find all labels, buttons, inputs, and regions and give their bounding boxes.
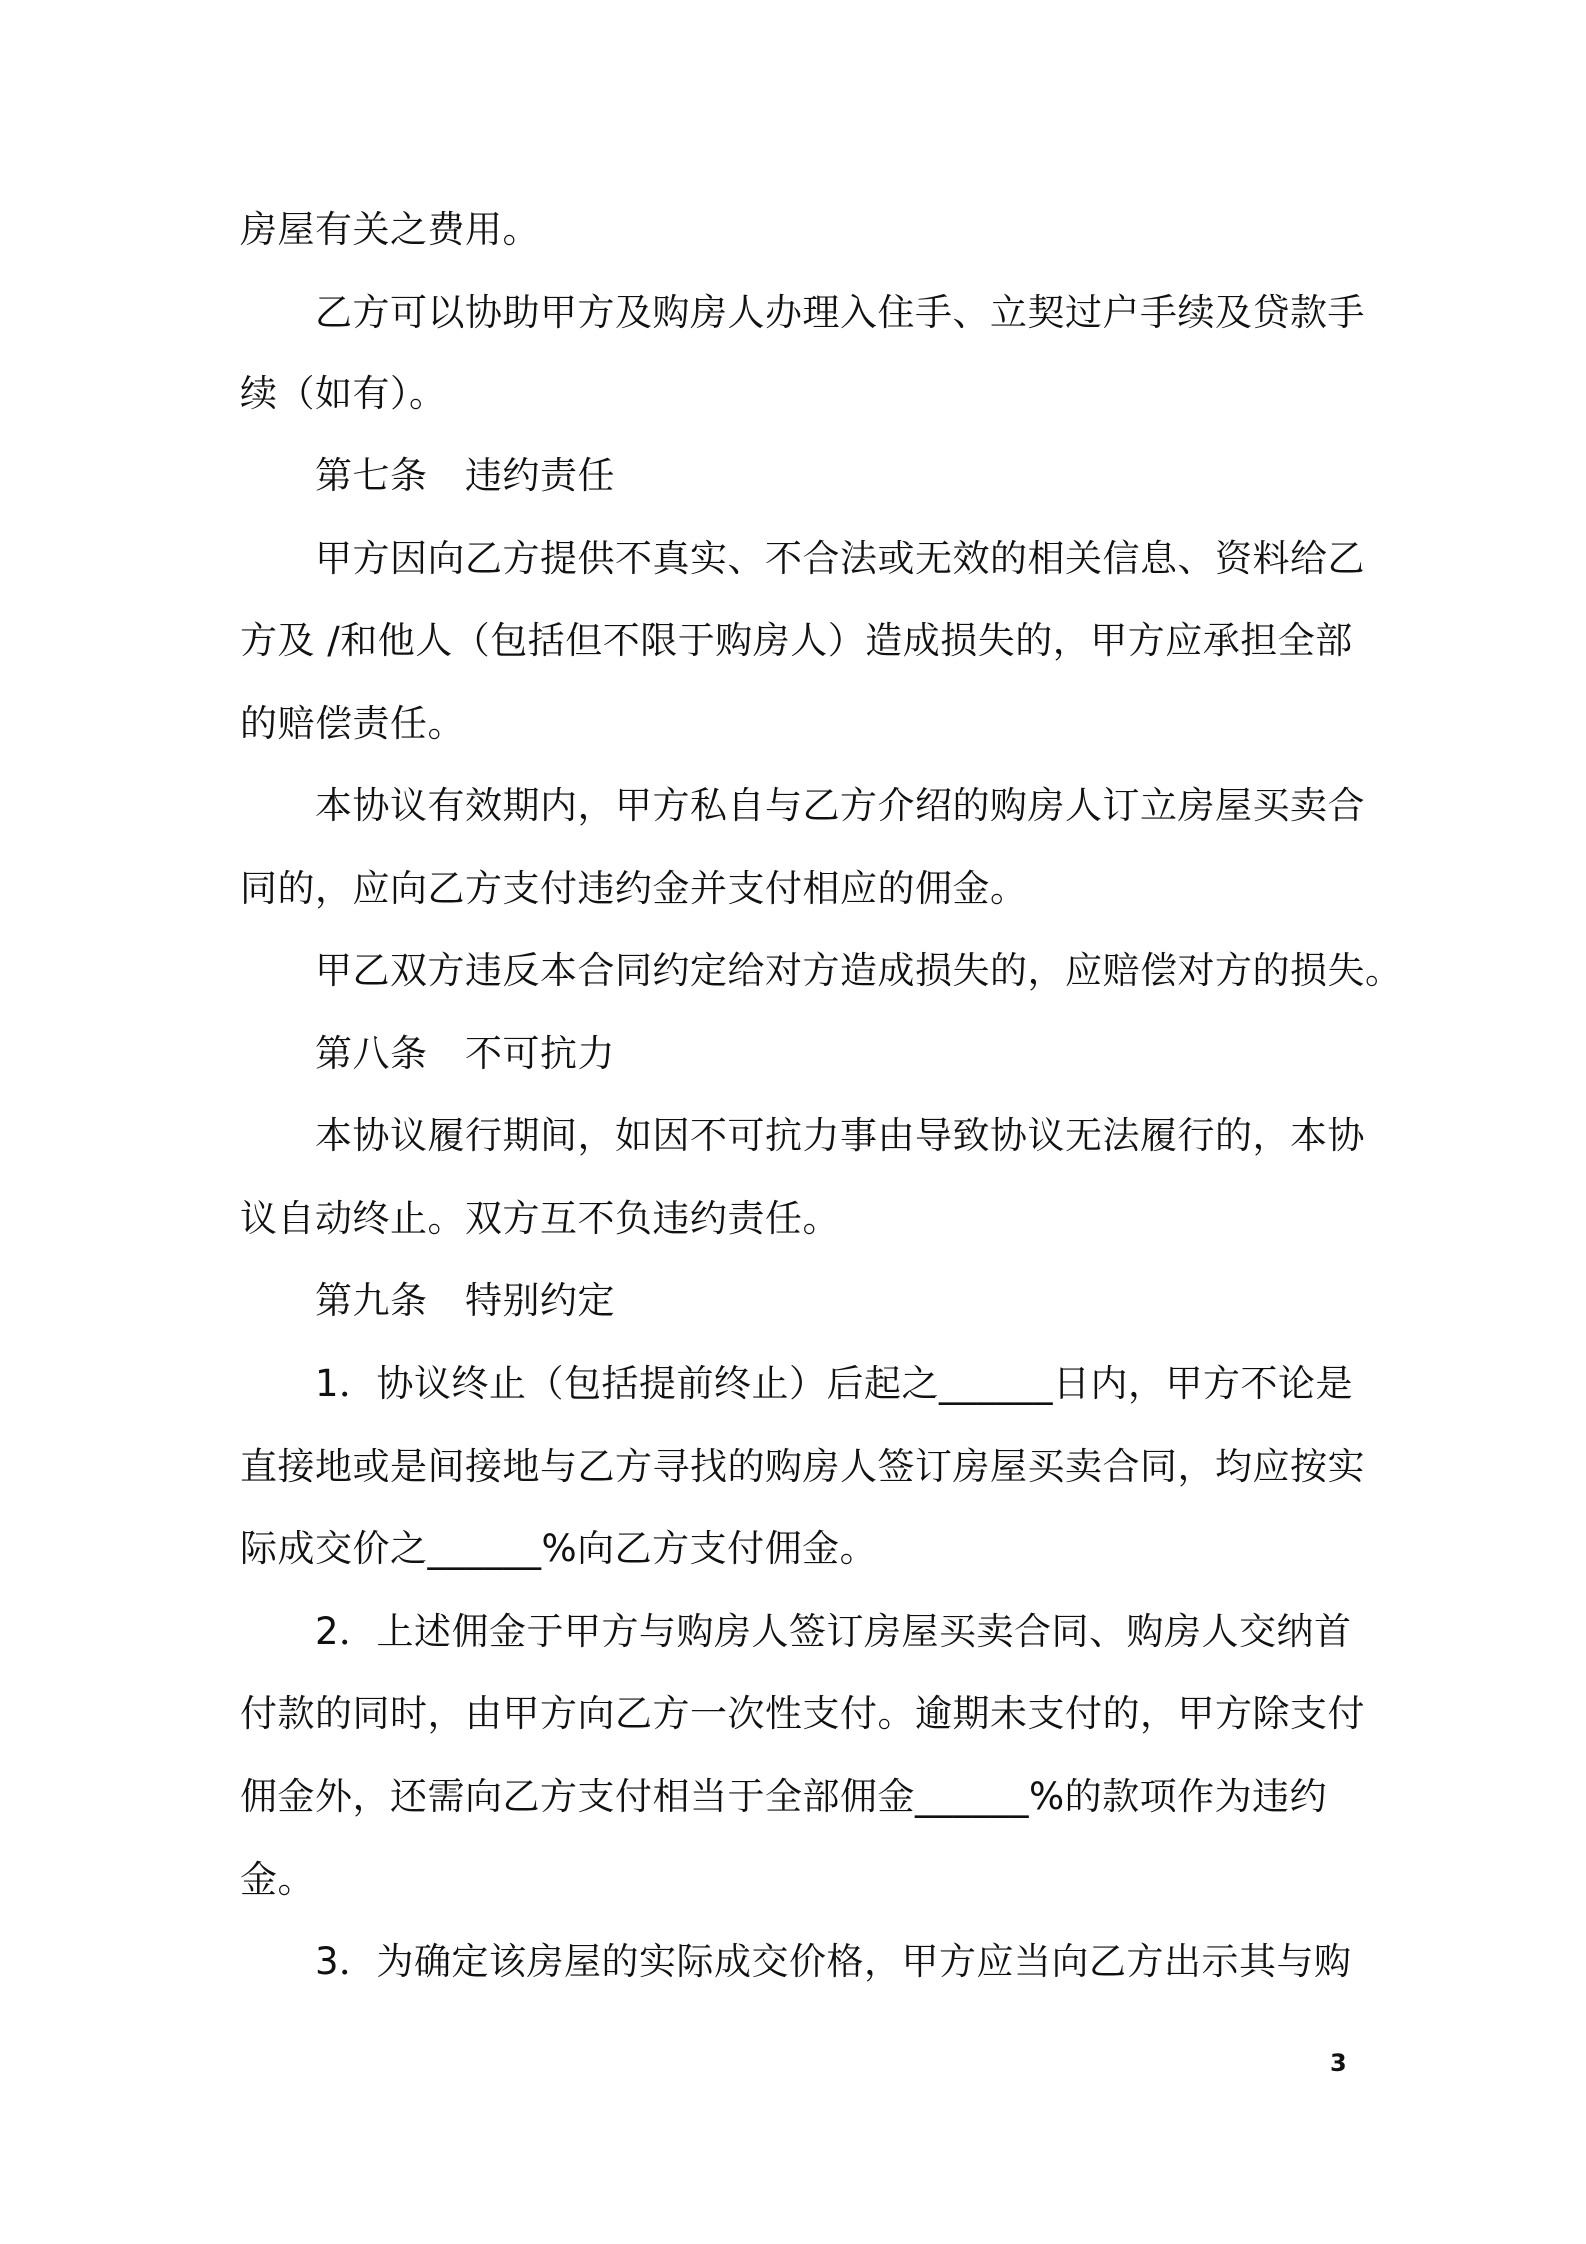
text-line: 续（如有）。 (240, 372, 447, 415)
text-line: 1．协议终止（包括提前终止）后起之______日内，甲方不论是 (315, 1362, 1354, 1405)
text-line: 本协议有效期内，甲方私自与乙方介绍的购房人订立房屋买卖合 (315, 784, 1365, 827)
section-heading: 第七条 违约责任 (315, 454, 615, 497)
text-line: 3．为确定该房屋的实际成交价格，甲方应当向乙方出示其与购 (315, 1940, 1352, 1983)
text-line: 乙方可以协助甲方及购房人办理入住手、立契过户手续及贷款手 (315, 291, 1365, 334)
text-line: 直接地或是间接地与乙方寻找的购房人签订房屋买卖合同，均应按实 (240, 1445, 1365, 1488)
text-line: 甲乙双方违反本合同约定给对方造成损失的，应赔偿对方的损失。 (315, 949, 1403, 992)
text-line: 金。 (240, 1858, 315, 1901)
text-line: 2．上述佣金于甲方与购房人签订房屋买卖合同、购房人交纳首 (315, 1610, 1352, 1653)
text-line: 方及 /和他人（包括但不限于购房人）造成损失的，甲方应承担全部 (240, 619, 1353, 662)
text-line: 佣金外，还需向乙方支付相当于全部佣金______%的款项作为违约 (240, 1775, 1328, 1818)
text-line: 的赔偿责任。 (240, 702, 465, 745)
text-line: 甲方因向乙方提供不真实、不合法或无效的相关信息、资料给乙 (315, 537, 1365, 580)
text-line: 付款的同时，由甲方向乙方一次性支付。逾期未支付的，甲方除支付 (240, 1692, 1365, 1735)
text-line: 本协议履行期间，如因不可抗力事由导致协议无法履行的，本协 (315, 1114, 1365, 1157)
section-heading: 第八条 不可抗力 (315, 1032, 615, 1075)
text-line: 际成交价之______%向乙方支付佣金。 (240, 1527, 878, 1570)
page-number: 3 (1330, 2049, 1347, 2077)
text-line: 同的，应向乙方支付违约金并支付相应的佣金。 (240, 867, 1028, 910)
text-line: 房屋有关之费用。 (240, 208, 540, 251)
text-line: 议自动终止。双方互不负违约责任。 (240, 1197, 840, 1240)
section-heading: 第九条 特别约定 (315, 1279, 615, 1322)
